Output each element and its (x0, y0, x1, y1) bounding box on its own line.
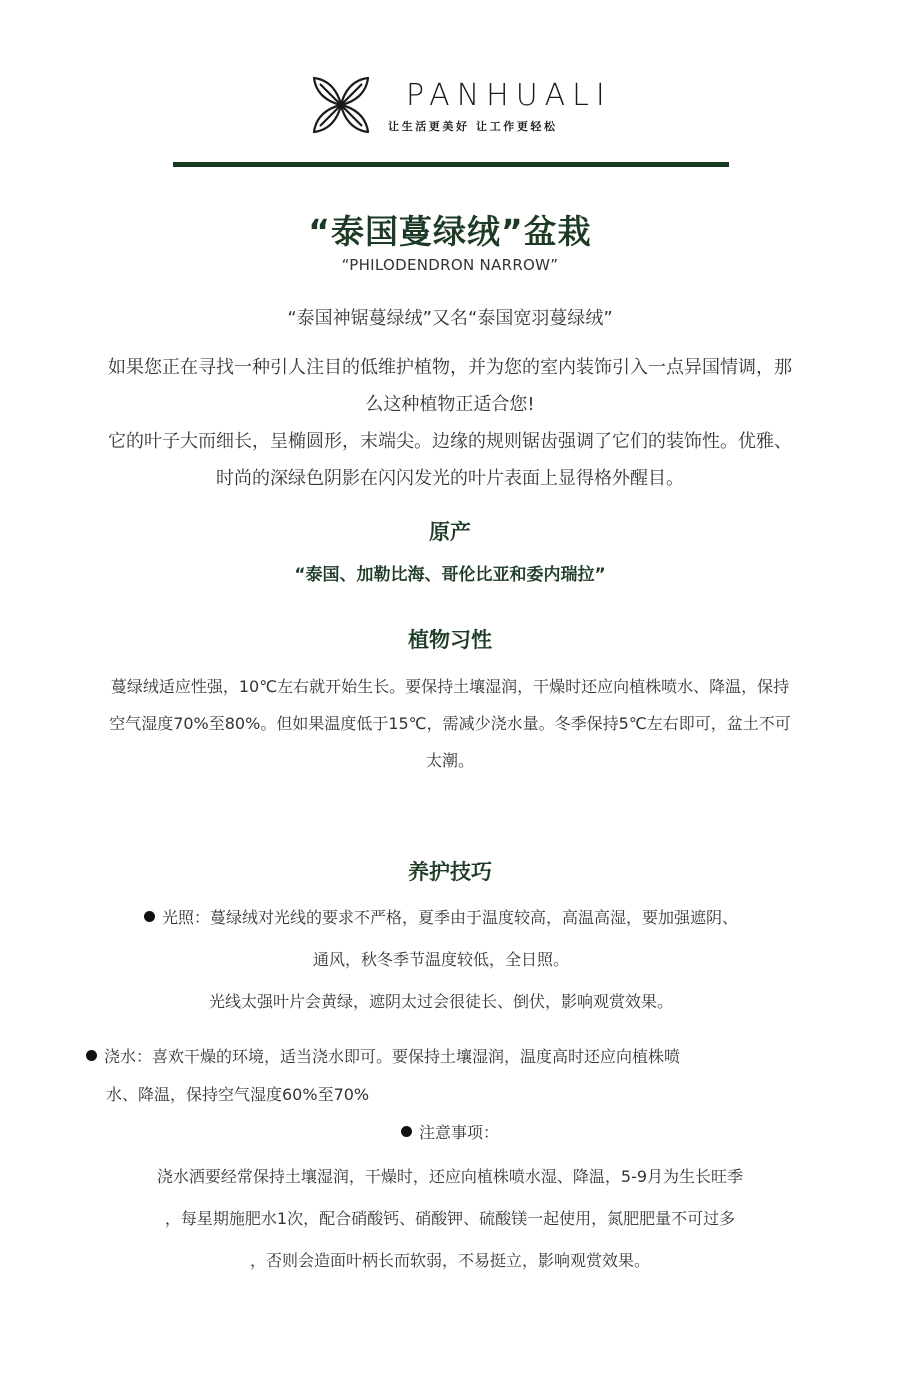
care-water-text-1: 浇水：喜欢干燥的环境，适当浇水即可。要保持土壤湿润，温度高时还应向植株喷 (104, 1047, 681, 1066)
care-light-line-3: 光线太强叶片会黄绿，遮阴太过会很徒长、倒伏，影响观赏效果。 (208, 992, 673, 1011)
brand-header (308, 72, 612, 138)
care-heading: 养护技巧 (408, 860, 492, 884)
product-alias: “泰国神锯蔓绿绒”又名“泰国宽羽蔓绿绒” (287, 308, 613, 329)
care-water-line-2: 水、降温，保持空气湿度60%至70% (106, 1085, 370, 1104)
leaf-logo-icon (308, 72, 374, 138)
care-note-line-1: 浇水洒要经常保持土壤湿润，干燥时，还应向植株喷水湿、降温，5-9月为生长旺季 (156, 1167, 744, 1186)
product-intro (105, 349, 795, 497)
care-note-title-text: 注意事项： (418, 1123, 499, 1142)
origin-heading: 原产 (429, 520, 471, 544)
care-note (100, 1156, 800, 1282)
bullet-icon (401, 1126, 412, 1137)
brand-slogan: 让生活更美好 让工作更轻松 (388, 120, 558, 133)
care-light-line-1 (86, 897, 796, 939)
product-title: “泰国蔓绿绒”盆栽 (308, 212, 592, 251)
care-note-line-3: ，否则会造面叶柄长而软弱，不易挺立，影响观赏效果。 (249, 1251, 650, 1270)
bullet-icon (86, 1050, 97, 1061)
care-water-line-1 (86, 1038, 796, 1076)
care-light-text-1: 光照：蔓绿绒对光线的要求不严格，夏季由于温度较高，高温高湿，要加强遮阴、 (161, 908, 738, 927)
intro-paragraph-2: 它的叶子大而细长，呈椭圆形，末端尖。边缘的规则锯齿强调了它们的装饰性。优雅、时尚的深绿色阴影在闪闪发光的叶片表面上显得格外醒目。 (108, 431, 792, 489)
intro-paragraph-1: 如果您正在寻找一种引人注目的低维护植物，并为您的室内装饰引入一点异国情调，那么这种植物正适合您! (108, 357, 792, 415)
habit-heading: 植物习性 (408, 628, 492, 652)
habit-text: 蔓绿绒适应性强，10℃左右就开始生长。要保持土壤湿润，干燥时还应向植株喷水、降温，保持空气湿度70%至80%。但如果温度低于15℃，需减少浇水量。冬季保持5℃左右即可，盆土不可太潮。 (109, 677, 791, 770)
product-subtitle-en: “PHILODENDRON NARROW” (341, 256, 559, 274)
brand-name: PANHUALI (406, 78, 612, 113)
origin-text: “泰国、加勒比海、哥伦比亚和委内瑞拉” (294, 565, 606, 585)
care-water-section (86, 1038, 796, 1114)
care-light-section (86, 897, 796, 1023)
care-note-line-2: ，每星期施肥水1次，配合硝酸钙、硝酸钾、硫酸镁一起使用，氮肥肥量不可过多 (164, 1209, 736, 1228)
care-note-title (0, 1120, 900, 1143)
care-light-line-2: 通风，秋冬季节温度较低，全日照。 (312, 950, 569, 969)
bullet-icon (144, 911, 155, 922)
header-divider (173, 162, 729, 167)
